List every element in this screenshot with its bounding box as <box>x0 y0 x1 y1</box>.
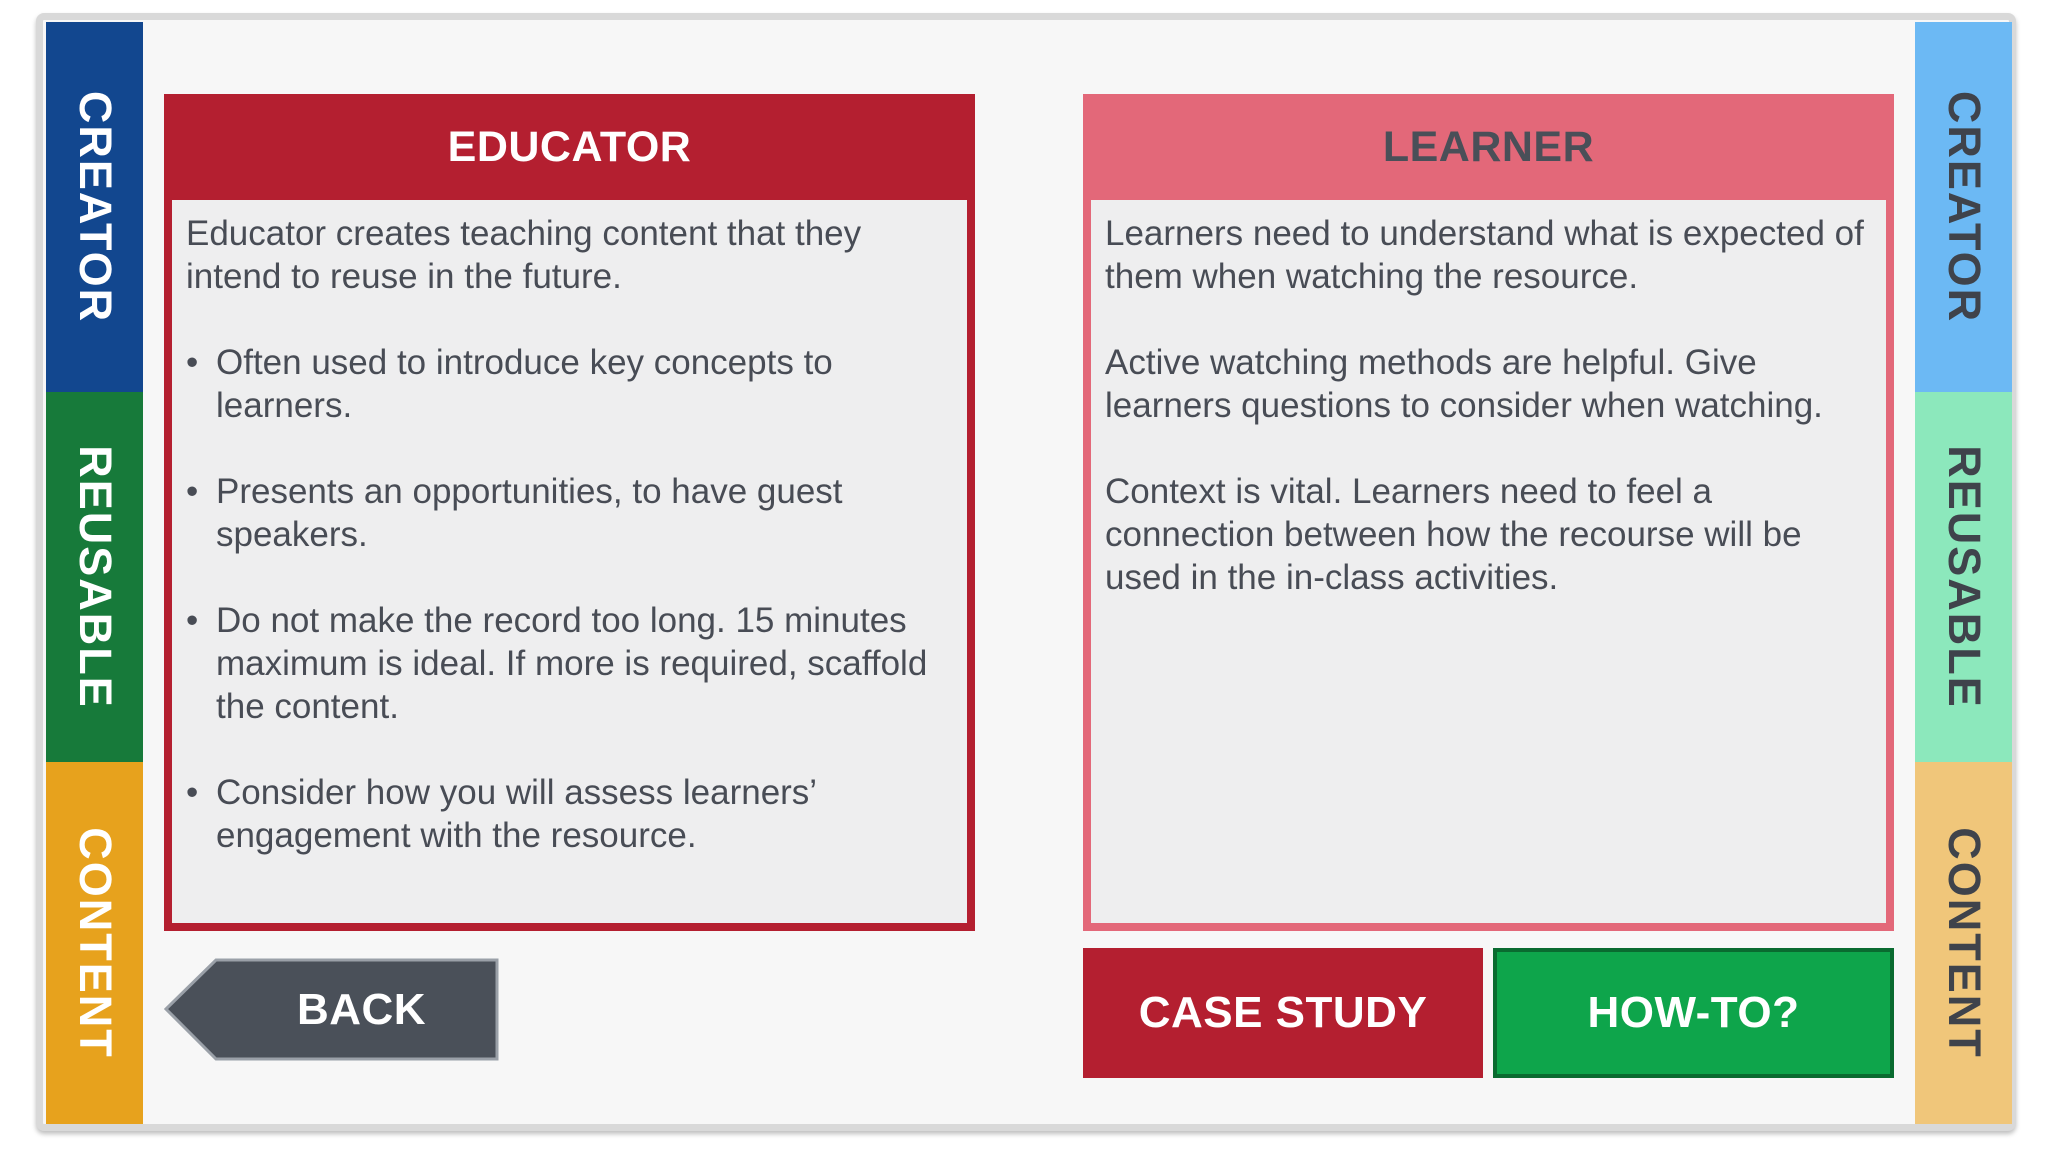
sidebar-left-creator-label: CREATOR <box>69 90 121 324</box>
sidebar-left-reusable-label: REUSABLE <box>69 445 121 709</box>
learner-paragraph: Learners need to understand what is expected of them when watching the resource. <box>1105 214 1864 296</box>
how-to-button[interactable] <box>1493 948 1894 1078</box>
learner-paragraph: Context is vital. Learners need to feel a connection between how the recourse will be used in the in-class activities. <box>1105 472 1802 597</box>
educator-intro: Educator creates teaching content that they intend to reuse in the future. <box>186 214 862 296</box>
educator-bullet-text: Presents an opportunities, to have guest speakers. <box>216 472 843 554</box>
sidebar-right-creator <box>1915 22 2012 392</box>
educator-bullet-text: Consider how you will assess learners’ engagement with the resource. <box>216 773 816 855</box>
bullet-icon: • <box>186 773 199 812</box>
learner-title: LEARNER <box>1382 122 1595 171</box>
educator-panel <box>164 94 975 931</box>
bullet-icon: • <box>186 472 199 511</box>
educator-body <box>172 200 967 923</box>
educator-bullet-item <box>186 470 947 556</box>
sidebar-right-reusable-label: REUSABLE <box>1938 445 1990 709</box>
sidebar-left-content-label: CONTENT <box>69 827 121 1059</box>
educator-bullet-item <box>186 771 947 857</box>
sidebar-left-reusable <box>46 392 143 762</box>
sidebar-left-content <box>46 762 143 1124</box>
learner-paragraph: Active watching methods are helpful. Give learners questions to consider when watching. <box>1105 343 1823 425</box>
sidebar-right-reusable <box>1915 392 2012 762</box>
back-button[interactable] <box>164 958 499 1061</box>
educator-bullet-item <box>186 599 947 728</box>
case-study-button[interactable] <box>1083 948 1483 1078</box>
back-button-label: BACK <box>296 984 427 1034</box>
bullet-icon: • <box>186 343 199 382</box>
educator-title: EDUCATOR <box>447 122 692 171</box>
bullet-icon: • <box>186 601 199 640</box>
sidebar-left-creator <box>46 22 143 392</box>
educator-bullet-text: Often used to introduce key concepts to learners. <box>216 343 833 425</box>
sidebar-right-content <box>1915 762 2012 1124</box>
educator-bullet-list <box>186 341 947 857</box>
how-to-button-label: HOW-TO? <box>1587 988 1800 1037</box>
learner-panel <box>1083 94 1894 931</box>
sidebar-right-content-label: CONTENT <box>1938 827 1990 1059</box>
educator-bullet-text: Do not make the record too long. 15 minutes maximum is ideal. If more is required, scaffold the content. <box>216 601 928 726</box>
learner-body <box>1091 200 1886 923</box>
case-study-button-label: CASE STUDY <box>1138 988 1428 1037</box>
educator-bullet-item <box>186 341 947 427</box>
sidebar-right-creator-label: CREATOR <box>1938 90 1990 324</box>
